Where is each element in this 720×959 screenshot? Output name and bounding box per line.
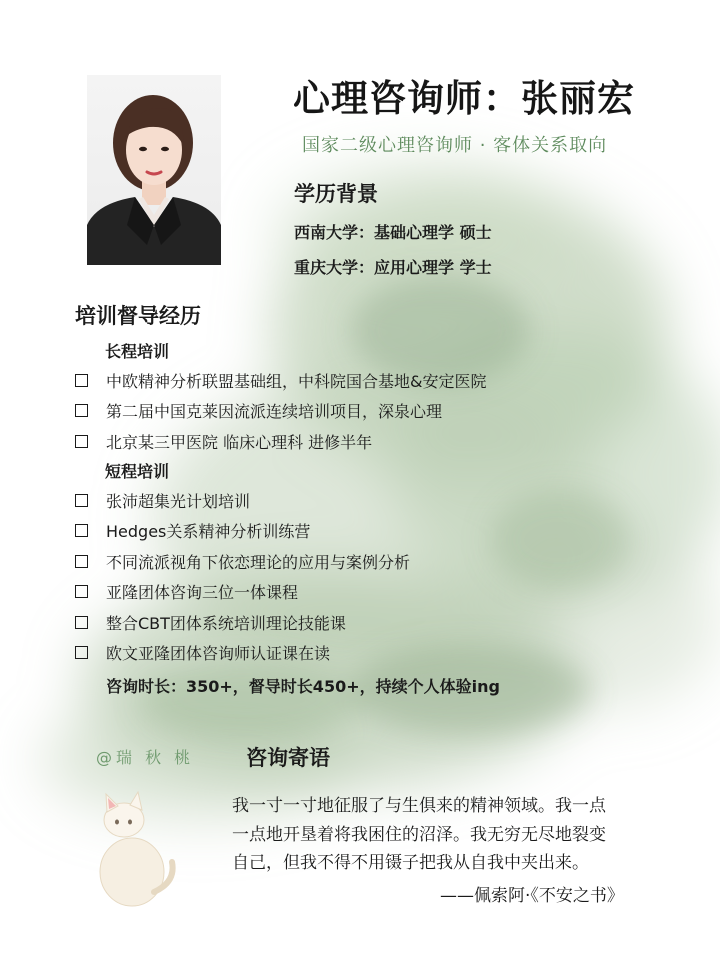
experience-hours: 咨询时长：350+，督导时长450+，持续个人体验ing xyxy=(106,677,500,696)
message-line: 自己，但我不得不用镊子把我从自我中夹出来。 xyxy=(232,853,589,873)
list-item xyxy=(75,516,410,547)
list-item xyxy=(75,546,410,577)
education-item: 重庆大学：应用心理学 学士 xyxy=(294,258,492,277)
list-item-label: 北京某三甲医院 临床心理科 进修半年 xyxy=(106,432,373,452)
checkbox-icon xyxy=(75,374,88,387)
profile-photo xyxy=(87,75,221,265)
checkbox-icon xyxy=(75,524,88,537)
education-item: 西南大学：基础心理学 硕士 xyxy=(294,223,492,242)
checkbox-icon xyxy=(75,555,88,568)
list-item xyxy=(75,396,486,427)
checkbox-icon xyxy=(75,616,88,629)
short-training-heading: 短程培训 xyxy=(105,462,170,481)
message-text xyxy=(232,792,652,878)
list-item xyxy=(75,365,486,396)
message-heading: 咨询寄语 xyxy=(246,746,330,770)
checkbox-icon xyxy=(75,585,88,598)
list-item-label: 亚隆团体咨询三位一体课程 xyxy=(106,583,299,603)
list-item-label: 中欧精神分析联盟基础组，中科院国合基地&安定医院 xyxy=(106,371,487,391)
page-title: 心理咨询师：张丽宏 xyxy=(293,77,635,120)
list-item xyxy=(75,426,486,457)
list-item xyxy=(75,577,410,608)
long-training-list xyxy=(75,365,486,457)
list-item-label: 张沛超集光计划培训 xyxy=(106,491,251,511)
checkbox-icon xyxy=(75,404,88,417)
quote-source: ——佩索阿·《不安之书》 xyxy=(440,886,624,906)
list-item xyxy=(75,638,410,669)
list-item-label: 欧文亚隆团体咨询师认证课在读 xyxy=(106,644,331,664)
training-heading: 培训督导经历 xyxy=(75,304,201,328)
list-item-label: 不同流派视角下依恋理论的应用与案例分析 xyxy=(106,552,411,572)
message-line: 我一寸一寸地征服了与生俱来的精神领域。我一点 xyxy=(232,796,606,816)
cat-illustration xyxy=(92,782,182,912)
page-subtitle: 国家二级心理咨询师 · 客体关系取向 xyxy=(302,135,608,156)
list-item xyxy=(75,607,410,638)
short-training-list xyxy=(75,485,410,668)
message-line: 一点地开垦着将我困住的沼泽。我无穷无尽地裂变 xyxy=(232,824,606,845)
checkbox-icon xyxy=(75,494,88,507)
list-item-label: 第二届中国克莱因流派连续培训项目，深泉心理 xyxy=(106,402,443,422)
education-heading: 学历背景 xyxy=(294,182,378,206)
signature: @瑞 秋 桃 xyxy=(96,748,195,767)
long-training-heading: 长程培训 xyxy=(105,342,170,361)
checkbox-icon xyxy=(75,435,88,448)
list-item xyxy=(75,485,410,516)
list-item-label: 整合CBT团体系统培训理论技能课 xyxy=(106,613,346,633)
list-item-label: Hedges关系精神分析训练营 xyxy=(106,522,311,542)
checkbox-icon xyxy=(75,646,88,659)
